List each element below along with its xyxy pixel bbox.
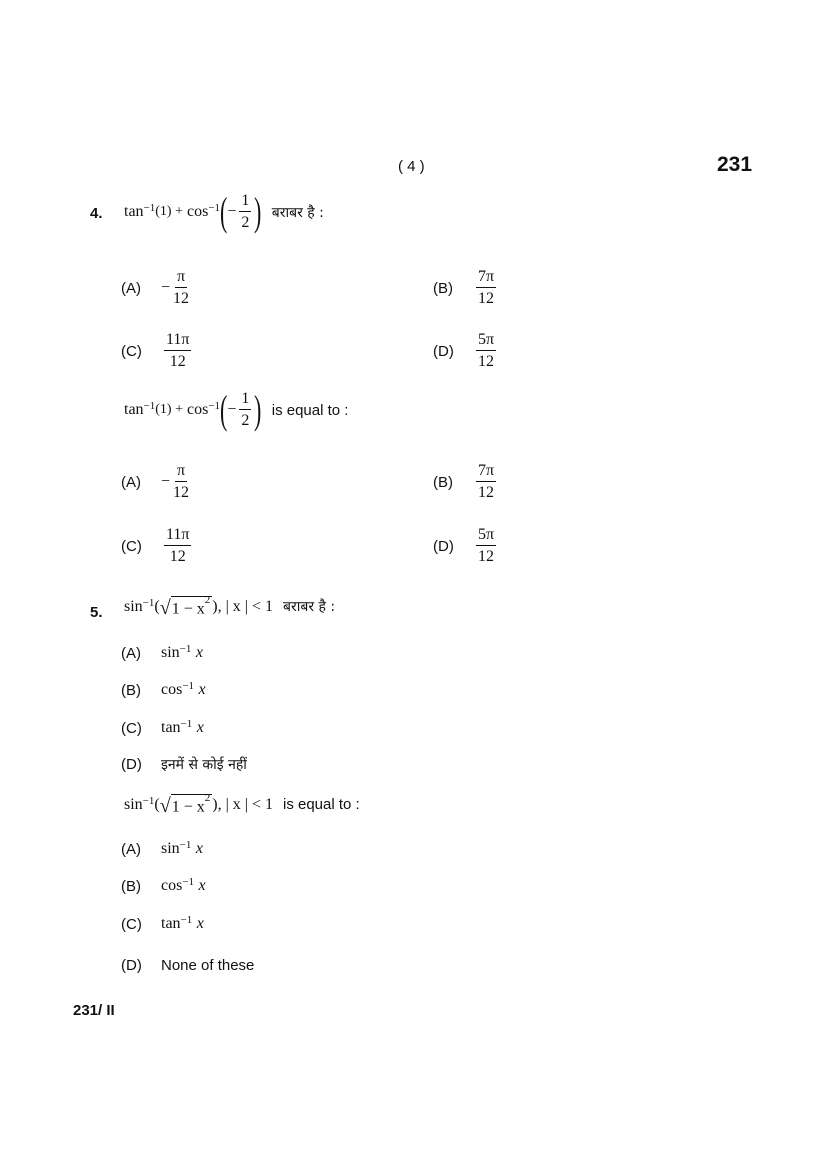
question-number: 4. <box>90 205 103 222</box>
left-paren: ( <box>220 387 228 433</box>
option-d <box>121 957 254 974</box>
right-paren: ) <box>254 387 262 433</box>
fraction-numerator: 5π <box>476 331 496 351</box>
option-label: (B) <box>433 473 453 491</box>
option-fraction <box>476 462 496 503</box>
fraction-numerator: 1 <box>239 390 251 410</box>
option-fraction <box>476 268 496 309</box>
fraction-numerator: 11π <box>164 526 191 546</box>
question-expression-en <box>124 794 360 816</box>
option-text: None of these <box>161 957 255 974</box>
option-fraction <box>164 331 191 372</box>
func-sin: sin <box>124 597 143 615</box>
hindi-tail: बराबर है : <box>271 204 324 221</box>
inverse-sup: −1 <box>180 718 193 730</box>
fraction <box>239 390 251 431</box>
option-func: sin <box>161 840 180 857</box>
arg-one: (1) + <box>155 204 183 220</box>
func-cos: cos <box>187 401 209 419</box>
option-var: x <box>196 915 204 932</box>
option-label: (A) <box>121 473 141 491</box>
inverse-sup: −1 <box>179 643 192 655</box>
func-cos: cos <box>187 203 209 221</box>
fraction-denominator: 2 <box>241 412 250 430</box>
option-label: (D) <box>121 756 142 773</box>
option-func: sin <box>161 644 180 661</box>
option-b <box>433 462 499 503</box>
english-tail: is equal to : <box>271 401 349 419</box>
fraction-denominator: 12 <box>173 484 190 502</box>
func-sin: sin <box>124 795 143 813</box>
question-expression-en <box>124 387 349 433</box>
option-label: (A) <box>121 840 141 858</box>
fraction-numerator: 1 <box>239 192 251 212</box>
option-var: x <box>195 644 203 661</box>
option-b <box>121 877 206 895</box>
radicand <box>171 794 213 816</box>
fraction-numerator: 5π <box>476 526 496 546</box>
option-label: (D) <box>433 537 454 555</box>
option-a <box>121 840 203 858</box>
inverse-sup: −1 <box>142 596 155 609</box>
fraction-denominator: 12 <box>169 353 186 371</box>
inverse-sup: −1 <box>180 914 193 926</box>
fraction-denominator: 12 <box>478 290 495 308</box>
minus-sign: − <box>227 203 237 221</box>
option-func: cos <box>161 681 183 698</box>
fraction-numerator: π <box>175 462 187 482</box>
inverse-sup: −1 <box>208 202 221 215</box>
option-b <box>121 681 206 699</box>
radicand-text: 1 − x <box>171 600 205 618</box>
fraction-denominator: 12 <box>478 548 495 566</box>
option-fraction <box>476 331 496 372</box>
fraction-numerator: π <box>175 268 187 288</box>
right-paren: ) <box>254 189 262 235</box>
inverse-sup: −1 <box>143 202 156 215</box>
sqrt <box>160 596 213 618</box>
option-label: (C) <box>121 915 142 933</box>
option-c <box>121 331 194 372</box>
footer-code: 231/ II <box>73 1002 115 1019</box>
option-a <box>121 268 192 309</box>
option-sign: − <box>161 279 171 297</box>
paper-code: 231 <box>717 153 753 176</box>
option-c <box>121 915 204 933</box>
option-fraction <box>173 462 189 503</box>
sqrt <box>160 794 213 816</box>
option-b <box>433 268 499 309</box>
option-func: tan <box>161 719 181 736</box>
option-label: (B) <box>121 877 141 895</box>
question-expression <box>124 596 335 618</box>
fraction-denominator: 12 <box>478 484 495 502</box>
inverse-sup: −1 <box>182 876 195 888</box>
option-text: इनमें से कोई नहीं <box>161 757 247 773</box>
option-c <box>121 526 194 567</box>
option-fraction <box>173 268 189 309</box>
fraction-denominator: 12 <box>169 548 186 566</box>
inverse-sup: −1 <box>143 400 156 413</box>
option-label: (A) <box>121 644 141 662</box>
option-label: (B) <box>433 279 453 297</box>
option-var: x <box>198 877 206 894</box>
option-label: (D) <box>121 957 142 974</box>
inverse-sup: −1 <box>179 839 192 851</box>
fraction-denominator: 12 <box>173 290 190 308</box>
option-label: (C) <box>121 537 142 555</box>
option-var: x <box>198 681 206 698</box>
option-label: (C) <box>121 719 142 737</box>
inverse-sup: −1 <box>182 680 195 692</box>
radical-sign: √ <box>159 794 171 817</box>
radicand <box>171 596 213 618</box>
inverse-sup: −1 <box>142 794 155 807</box>
option-a <box>121 462 192 503</box>
inverse-sup: −1 <box>208 400 221 413</box>
option-d <box>433 526 499 567</box>
option-func: tan <box>161 915 181 932</box>
condition: ), | x | < 1 <box>212 795 273 813</box>
radicand-text: 1 − x <box>171 798 205 816</box>
func-tan: tan <box>124 203 144 221</box>
func-tan: tan <box>124 401 144 419</box>
option-sign: − <box>161 473 171 491</box>
option-func: cos <box>161 877 183 894</box>
option-a <box>121 644 203 662</box>
option-label: (D) <box>433 342 454 360</box>
fraction-numerator: 7π <box>476 268 496 288</box>
english-tail: is equal to : <box>283 796 360 814</box>
option-fraction <box>476 526 496 567</box>
page-number: ( 4 ) <box>398 158 425 175</box>
arg-one: (1) + <box>155 402 183 418</box>
radical-sign: √ <box>159 596 171 619</box>
hindi-tail: बराबर है : <box>283 599 336 616</box>
question-expression <box>124 189 324 235</box>
question-number: 5. <box>90 604 103 621</box>
fraction-denominator: 2 <box>241 214 250 232</box>
option-c <box>121 719 204 737</box>
option-fraction <box>164 526 191 567</box>
fraction <box>239 192 251 233</box>
minus-sign: − <box>227 401 237 419</box>
option-var: x <box>196 719 204 736</box>
option-d <box>433 331 499 372</box>
fraction-numerator: 11π <box>164 331 191 351</box>
square-sup: 2 <box>204 594 211 606</box>
option-d <box>121 755 247 774</box>
left-paren: ( <box>220 189 228 235</box>
fraction-numerator: 7π <box>476 462 496 482</box>
option-var: x <box>195 840 203 857</box>
option-label: (C) <box>121 342 142 360</box>
square-sup: 2 <box>204 792 211 804</box>
fraction-denominator: 12 <box>478 353 495 371</box>
option-label: (B) <box>121 681 141 699</box>
open-paren: ( <box>154 597 160 615</box>
open-paren: ( <box>154 795 160 813</box>
condition: ), | x | < 1 <box>212 597 273 615</box>
option-label: (A) <box>121 279 141 297</box>
